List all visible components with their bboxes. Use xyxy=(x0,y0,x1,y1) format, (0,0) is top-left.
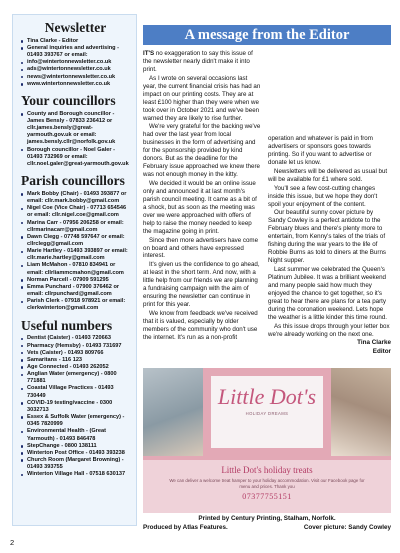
ad-banner xyxy=(143,460,391,513)
ad-heading: Little Dot's holiday treats xyxy=(221,465,313,475)
paragraph: We decided it would be an online issue only and announced it at last month's parish council meeting. It came as a bit of a shock, but as soon as the meeting was over we were approached with offers of help to raise the money needed to keep the magazine going in print. xyxy=(143,180,257,235)
ad-photo-right xyxy=(331,368,391,456)
list-item: Liam McMahon - 07810 834941 or email: cllrliammcmahon@gmail.com xyxy=(21,262,130,276)
email-link[interactable]: news@wintertonnewsletter.co.uk xyxy=(21,74,130,81)
list-item: Vets (Caister) - 01493 809766 xyxy=(21,350,130,357)
paragraph: As this issue drops through your letter box we're already working on the next one. xyxy=(268,322,390,338)
paragraph: Since then more advertisers have come on board and others have expressed interest. xyxy=(143,236,259,260)
list-item: Dawn Clegg - 07748 597647 or email: cllrclegg@gmail.com xyxy=(21,234,130,248)
list-item: Anglian Water (emergency) - 0800 771881 xyxy=(21,371,130,385)
editor-heading: A message from the Editor xyxy=(143,25,391,45)
list-item: Dentist (Caister) - 01493 720663 xyxy=(21,335,130,342)
councillors-list xyxy=(21,111,130,168)
paragraph: IT'S no exaggeration to say this issue of the newsletter nearly didn't make it into print. xyxy=(143,50,253,73)
list-item: Winterton Post Office - 01493 393238 xyxy=(21,450,130,457)
list-item: Age Connected - 01493 262052 xyxy=(21,364,130,371)
newsletter-heading: Newsletter xyxy=(44,20,107,35)
advertisement[interactable] xyxy=(143,368,391,513)
email-link[interactable]: info@wintertonnewsletter.co.uk xyxy=(21,59,130,66)
parish-heading: Parish councillors xyxy=(21,173,125,189)
ad-phone: 07377755151 xyxy=(242,492,292,502)
list-item: General inquiries and advertising - 01493 393767 or email: xyxy=(21,45,130,59)
useful-heading: Useful numbers xyxy=(21,317,113,333)
list-item: Pharmacy (Hemsby) - 01493 731697 xyxy=(21,343,130,350)
ad-logo: Little Dot's xyxy=(217,384,317,409)
paragraph: operation and whatever is paid in from advertisers or sponsors goes towards printing. So if you want to advertise or donate let us know. xyxy=(268,135,373,166)
list-item: Essex & Suffolk Water (emergency) - 0345 7820999 xyxy=(21,414,130,428)
paragraph: We know from feedback we've received that it is valued, especially by older members of the community who don't use the internet. It's run as a non-profit xyxy=(143,310,258,341)
list-item: StepChange - 0800 138111 xyxy=(21,443,130,450)
paragraph: Last summer we celebrated the Queen's Platinum Jubilee. It was a brilliant weekend and many people said how much they enjoyed the chance to get together, so it's great to hear there are plans for a tea party during the coronation weekend. Lets hope the weather is a little kinder this time round. xyxy=(268,266,387,321)
website-link[interactable]: www.wintertonnewsletter.co.uk xyxy=(21,81,130,88)
editor-column-1 xyxy=(143,50,261,343)
list-item: Tina Clarke - Editor xyxy=(21,38,130,45)
paragraph: We're very grateful for the backing we've had over the last year from local businesses in the form of advertising and for the sponsorship provided by kind donors. But as the deadline for the February issue approached we knew there was not enough money in the kitty. xyxy=(143,123,261,179)
sidebar-contacts xyxy=(12,14,137,526)
list-item: Marina Carr - 07956 206258 or email: cllrmarinacarr@gmail.com xyxy=(21,220,130,234)
credits xyxy=(143,515,391,532)
list-item: Winterton Village Hall - 07518 630137 xyxy=(21,471,130,478)
cover-credit: Cover picture: Sandy Cowley xyxy=(303,523,391,531)
list-item: Church Room (Margaret Browning) - 01493 393755 xyxy=(21,457,130,471)
list-item: Parish Clerk - 07918 978921 or email: clerkwinterton@gmail.com xyxy=(21,298,130,312)
credit-row xyxy=(143,524,391,533)
paragraph: As I wrote on several occasions last year, the current financial crisis has had an impact on our printing costs. They are at least £100 higher than they were when we took over in October 2021 and we've been warned they are likely to rise further. xyxy=(143,74,261,122)
list-item: Coastal Village Practices - 01493 730449 xyxy=(21,385,130,399)
list-item: Nigel Coe (Vice Chair) - 07713 654546 or email: cllr.nigel.coe@gmail.com xyxy=(21,205,130,219)
list-item: Samaritans - 116 123 xyxy=(21,357,130,364)
ad-photo-left xyxy=(143,368,203,456)
email-link[interactable]: ads@wintertonnewsletter.co.uk xyxy=(21,66,130,73)
list-item: Environmental Health - (Great Yarmouth) - 01493 846478 xyxy=(21,428,130,442)
list-item: Mark Bobby (Chair) - 01493 393877 or email: cllr.mark.bobby@gmail.com xyxy=(21,191,130,205)
useful-list xyxy=(21,335,130,478)
list-item: Marie Hartley - 01493 393897 or email: cllr.marie.hartley@gmail.com xyxy=(21,248,130,262)
list-item: Borough councillor - Noel Galer - 01493 732969 or email: cllr.noel.galer@great-yarmouth.gov.uk xyxy=(21,147,130,168)
editor-column-2 xyxy=(268,135,391,356)
lead-word: IT'S xyxy=(143,50,155,57)
list-item: County and Borough councillor - James Bensly - 07833 236412 or cllr.james.bensly@great-yarmouth.gov.uk or email: james.bensly.cllr@norfolk.gov.uk xyxy=(21,111,130,147)
printer-credit: Printed by Century Printing, Stalham, Norfolk. xyxy=(198,515,336,522)
page-number: 2 xyxy=(10,538,15,547)
producer-credit: Produced by Atlas Features. xyxy=(143,523,228,531)
ad-logo-subtitle: HOLIDAY DREAMS xyxy=(245,411,289,416)
councillors-heading: Your councillors xyxy=(21,92,116,108)
list-item: Norman Parcell - 07909 591295 xyxy=(21,277,130,284)
list-item: Emma Punchard - 07900 376462 or email: cllrpunchard@gmail.com xyxy=(21,284,130,298)
newsletter-list xyxy=(21,38,130,88)
list-item: COVID-19 testing/vaccine - 0300 3032713 xyxy=(21,400,130,414)
parish-list xyxy=(21,191,130,313)
paragraph: Newsletters will be delivered as usual but will be available for £1 where sold. xyxy=(268,167,388,183)
ad-text: We can deliver a welcome treat hamper to your holiday accommodation. Visit our Facebook page for menu and prices. Thank you xyxy=(169,478,365,489)
paragraph: You'll see a few cost-cutting changes inside this issue, but we hope they don't spoil your enjoyment of the content. xyxy=(268,184,378,208)
ad-logo-panel xyxy=(211,376,323,448)
signature-name: Tina Clarke xyxy=(357,339,391,347)
paragraph: It's given us the confidence to go ahead, at least in the short term. And now, with a little help from our friends we are planning a fundraising campaign with the aim of ensuring the newsletter can continue in print for this year. xyxy=(143,261,260,309)
paragraph: Our beautiful sunny cover picture by Sandy Cowley is a perfect antidote to the February blues and there's plenty more to entertain, from Kenny's tales of the trials of fishing during the war years to the life of Robbie Burns as told to diners at the Burns Night supper. xyxy=(268,209,386,265)
signature-role: Editor xyxy=(372,347,391,355)
